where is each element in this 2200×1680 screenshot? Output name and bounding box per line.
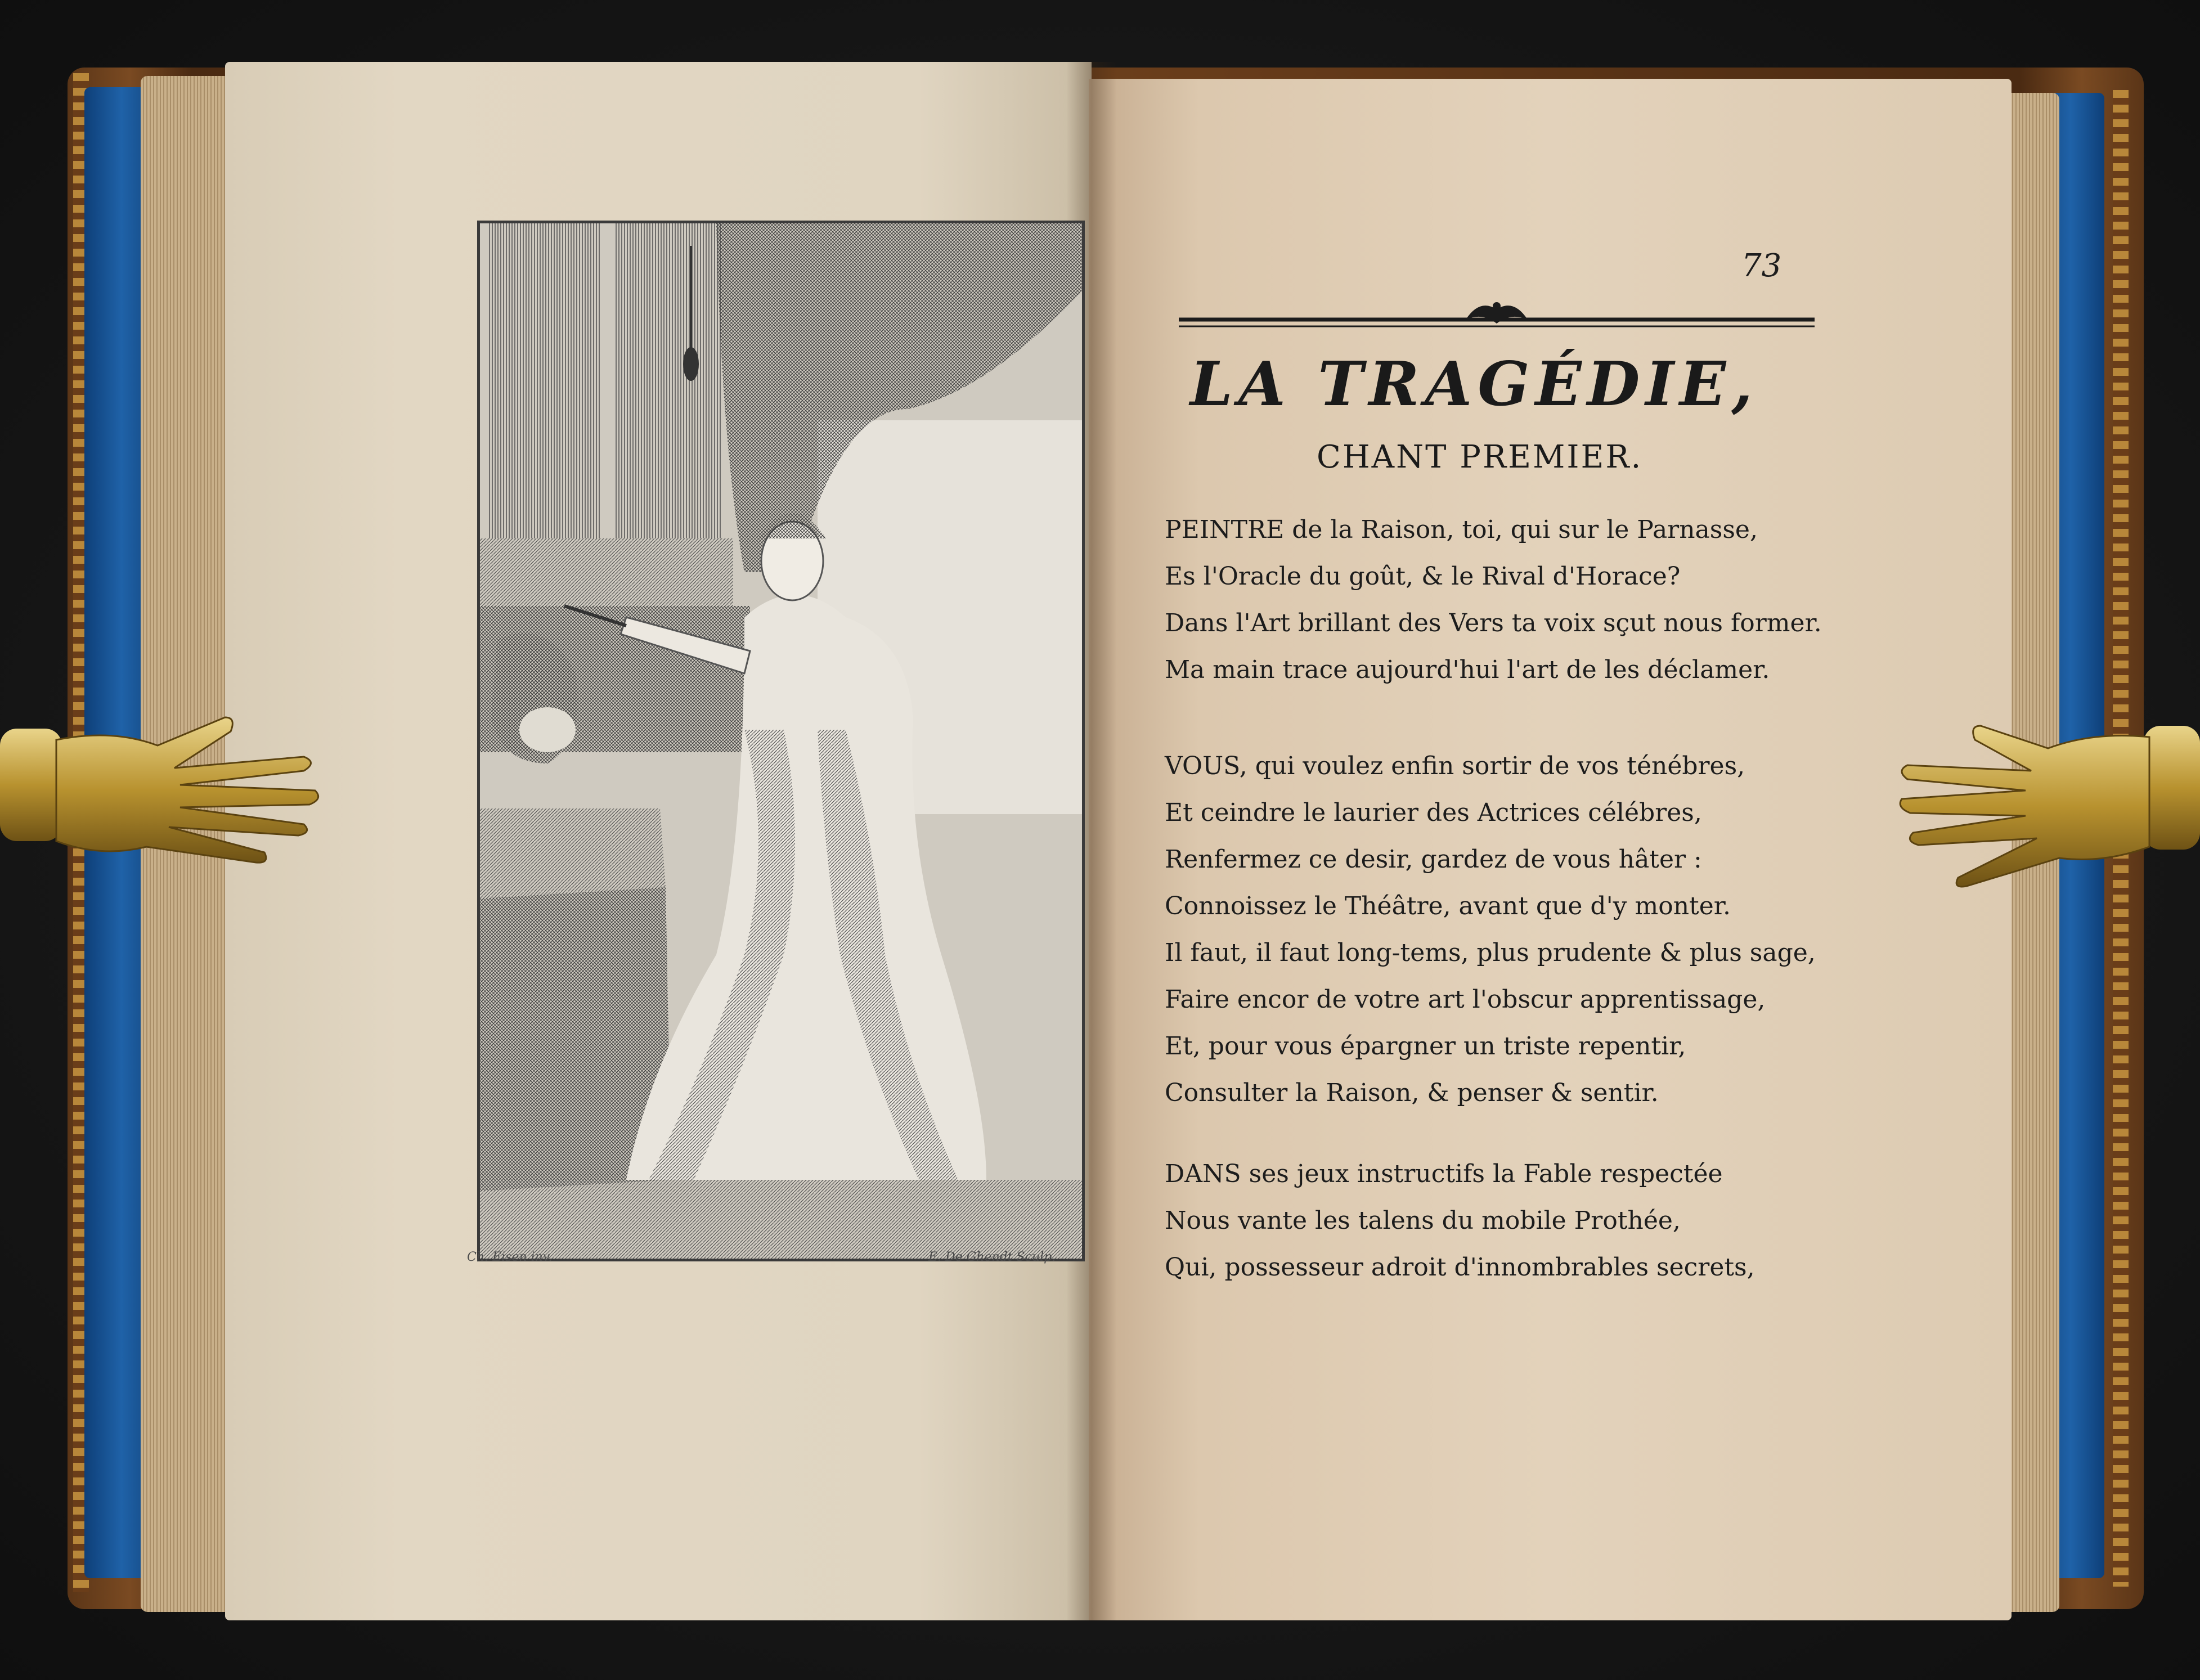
verse-line: Consulter la Raison, & penser & sentir.: [1165, 1079, 1659, 1107]
headpiece-ornament: [1173, 298, 1820, 338]
verse-line: DANS ses jeux instructifs la Fable respectée: [1165, 1160, 1723, 1188]
engraving-plate: [477, 221, 1085, 1261]
verse-line: PEINTRE de la Raison, toi, qui sur le Parnasse,: [1165, 515, 1758, 544]
chapter-subtitle: CHANT PREMIER.: [1317, 439, 1643, 475]
brass-hand-right: [1896, 715, 2200, 895]
stanza-1: [1165, 506, 1822, 693]
verse-line: Faire encor de votre art l'obscur apprentissage,: [1165, 985, 1766, 1014]
chapter-title: LA TRAGÉDIE,: [1190, 349, 1758, 420]
verse-line: Renfermez ce desir, gardez de vous hâter :: [1165, 845, 1702, 874]
verse-line: Ma main trace aujourd'hui l'art de les déclamer.: [1165, 655, 1770, 684]
engraving-illustration: [480, 223, 1082, 1259]
page-number: 73: [1741, 248, 1782, 284]
verse-line: Et, pour vous épargner un triste repentir,: [1165, 1032, 1686, 1061]
stanza-2: [1165, 743, 1816, 1116]
verse-line: Dans l'Art brillant des Vers ta voix sçut nous former.: [1165, 609, 1822, 637]
engraving-caption-artist: Ch. Eisen inv.: [467, 1250, 553, 1264]
verse-line: Et ceindre le laurier des Actrices célébres,: [1165, 798, 1702, 827]
verse-line: Qui, possesseur adroit d'innombrables secrets,: [1165, 1253, 1755, 1282]
stanza-3: [1165, 1151, 1812, 1291]
verse-line: Nous vante les talens du mobile Prothée,: [1165, 1206, 1681, 1235]
verse-line: VOUS, qui voulez enfin sortir de vos ténébres,: [1165, 752, 1745, 780]
verse-line: Connoissez le Théâtre, avant que d'y monter.: [1165, 892, 1731, 920]
brass-hand-left: [0, 706, 321, 886]
engraving-caption-engraver: E. De Ghendt Sculp.: [928, 1250, 1056, 1264]
verse-line: Il faut, il faut long-tems, plus prudente & plus sage,: [1165, 938, 1816, 967]
verse-line: Es l'Oracle du goût, & le Rival d'Horace?: [1165, 562, 1681, 591]
